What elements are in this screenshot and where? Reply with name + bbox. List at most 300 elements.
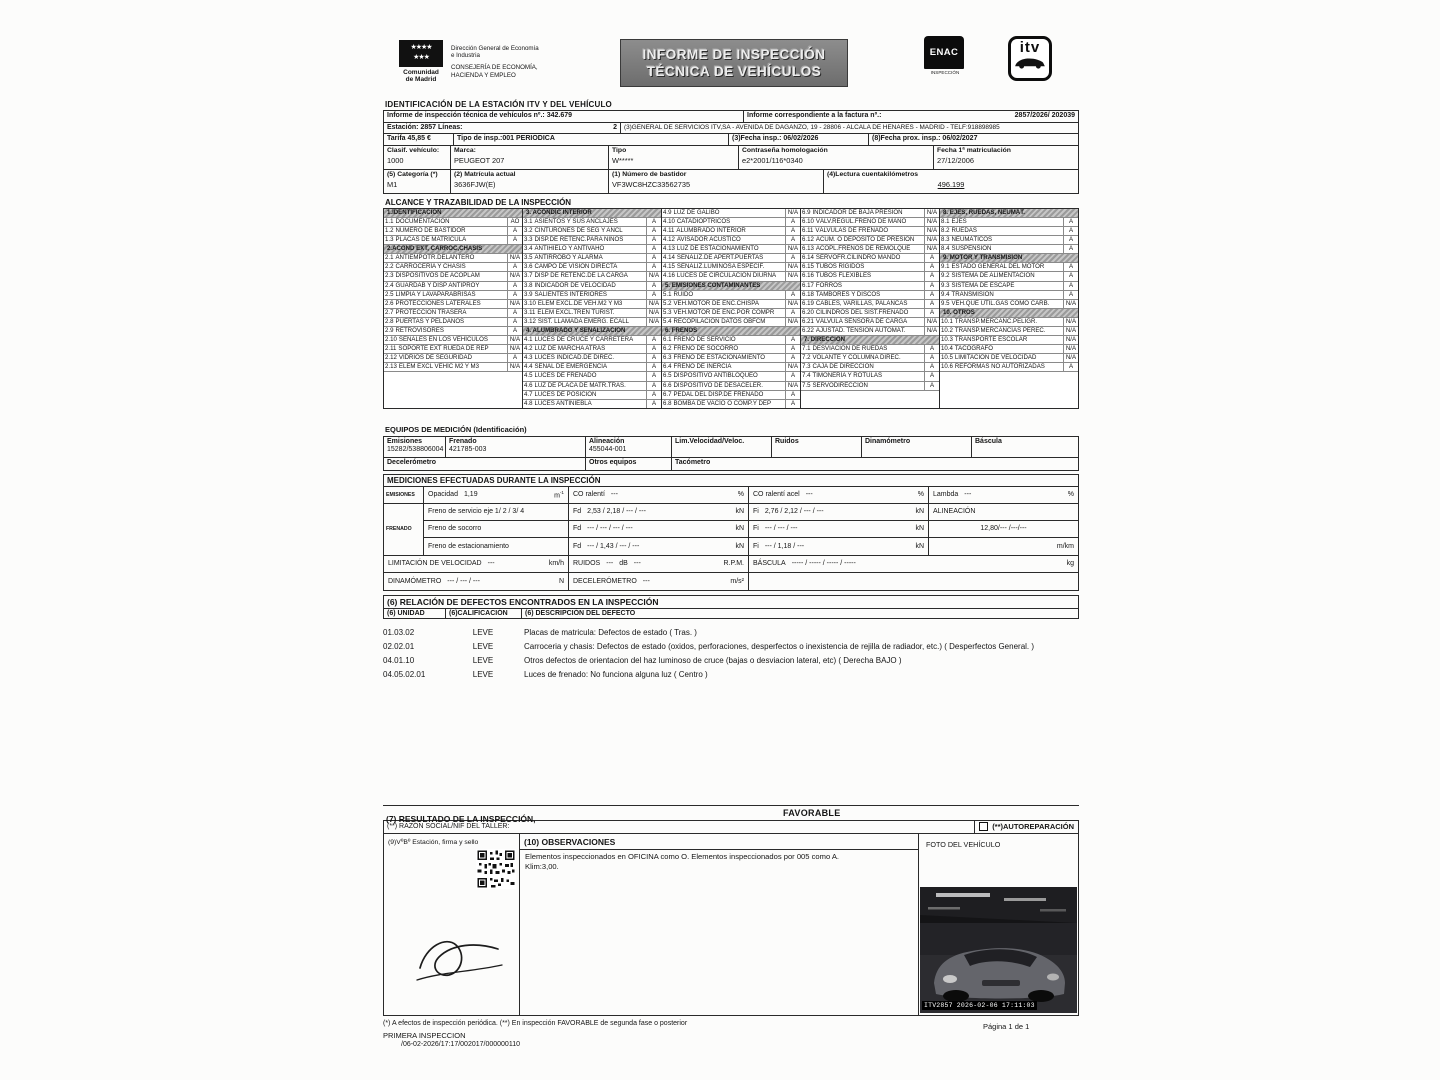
checklist-row: [801, 218, 939, 227]
checklist-item-result: A: [1063, 272, 1078, 280]
checklist-item-result: N/A: [785, 363, 800, 371]
dyno-value: --- / --- / ---: [447, 577, 480, 585]
observations-box: [519, 834, 919, 1015]
checklist-item-label: 9. MOTOR Y TRANSMISIÓN: [943, 254, 1023, 262]
equipment-table: [383, 436, 1079, 471]
checklist-row: [523, 345, 661, 354]
autorepair-checkbox: [979, 822, 988, 831]
defect-code: 01.03.02: [383, 627, 415, 637]
checklist-item-label: 3.1 ASIENTOS Y SUS ANCLAJES: [524, 217, 618, 225]
checklist-row: [523, 227, 661, 236]
checklist-item-label: 10.2 TRANSP.MERCANCÍAS PEREC.: [941, 327, 1046, 334]
checklist-row: [523, 391, 661, 400]
opacity-value: 1,19: [463, 491, 478, 499]
checklist-item-result: A: [1063, 227, 1078, 235]
result-section: [383, 805, 1079, 824]
checklist-item-result: A: [646, 391, 661, 399]
station-label: Estación: 2857 Líneas:: [387, 123, 463, 131]
dyno-cell: DINAMÓMETRO --- / --- / --- N: [384, 573, 569, 590]
equipment-label: Alineación: [589, 437, 625, 445]
checklist-row: [801, 209, 939, 218]
checklist-item-label: 2.12 VIDRIOS DE SEGURIDAD: [385, 354, 473, 362]
defects-section-title: (6) RELACIÓN DE DEFECTOS ENCONTRADOS EN LA INSPECCIÓN: [383, 595, 1079, 609]
checklist-item-result: A: [646, 227, 661, 235]
checklist-row: [384, 209, 522, 218]
checklist-item-result: N/A: [924, 227, 939, 235]
co-accel-cell: CO ralentí acel --- %: [749, 487, 929, 503]
defect-grade: LEVE: [472, 655, 494, 665]
checklist-item-label: 2.1 ANTIEMPOTR.DELANTERO: [385, 254, 475, 262]
checklist-row: [801, 282, 939, 291]
equipment-label: Frenado: [449, 437, 477, 445]
comunidad-madrid-logo: [397, 40, 445, 83]
checklist-item-result: A: [924, 345, 939, 353]
checklist-item-label: 8.3 NEUMÁTICOS: [941, 236, 993, 244]
station-address-cell: (3)GENERAL DE SERVICIOS ITV,SA - AVENIDA DE DAGANZO, 19 - 28806 - ALCALA DE HENARES - MADRID - TELF:918898985: [624, 123, 1000, 131]
checklist-row: [801, 236, 939, 245]
decelerometer-value: ---: [642, 577, 650, 585]
checklist-row: [801, 227, 939, 236]
checklist-row: [940, 354, 1078, 363]
checklist-row: [384, 318, 522, 327]
checklist-row: [662, 300, 800, 309]
checklist-item-result: N/A: [507, 336, 522, 344]
checklist-row: [801, 300, 939, 309]
checklist-row: [801, 345, 939, 354]
checklist-item-result: N/A: [646, 300, 661, 308]
checklist-item-result: A: [1063, 363, 1078, 371]
signoff-label: (9)VºBº Estación, firma y sello: [388, 838, 479, 846]
checklist-row: [801, 245, 939, 254]
identification-table: [383, 110, 1079, 194]
checklist-item-result: A: [785, 372, 800, 380]
madrid-flag-stars-icon: ★★★★ ★★★: [399, 40, 443, 67]
defect-grade: LEVE: [472, 669, 494, 679]
checklist-row: [940, 218, 1078, 227]
checklist-row: [940, 318, 1078, 327]
checklist-row: [662, 236, 800, 245]
emissions-row: [384, 487, 1078, 504]
vehicle-photo-label: FOTO DEL VEHÍCULO: [926, 839, 1001, 849]
vehicle-row-1: [384, 146, 1078, 170]
defect-row: [383, 670, 1079, 680]
checklist-item-result: A: [785, 218, 800, 226]
checklist-item-label: 10.4 TACÓGRAFO: [941, 345, 994, 353]
checklist-row: [523, 372, 661, 381]
equipment-section-title: EQUIPOS DE MEDICIÓN (Identificación): [385, 424, 527, 434]
vehicle-class-cell: Clasif. vehículo: 1000: [384, 146, 451, 169]
result-label: (7) RESULTADO DE LA INSPECCIÓN,: [386, 813, 536, 824]
checklist-row: [940, 309, 1078, 318]
checklist-row: [523, 354, 661, 363]
checklist-item-result: A: [646, 345, 661, 353]
parking-brake-row: [424, 538, 1078, 555]
checklist-item-result: N/A: [785, 209, 800, 217]
checklist-item-result: A: [924, 291, 939, 299]
equipment-cell: [586, 437, 672, 457]
checklist-item-result: N/A: [507, 300, 522, 308]
checklist-row: [940, 209, 1078, 218]
checklist-row: [662, 227, 800, 236]
equipment-cell: [586, 458, 672, 470]
checklist-item-label: 6.12 ACUM. O DEPÓSITO DE PRESIÓN: [802, 236, 915, 244]
checklist-item-label: 8.1 EJES: [941, 217, 967, 225]
checklist-item-label: 2.10 SEÑALES EN LOS VEHÍCULOS: [385, 336, 488, 344]
checklist-item-label: 4.13 LUZ DE ESTACIONAMIENTO: [663, 245, 759, 253]
checklist-item-label: 6.20 CILINDROS DEL SIST.FRENADO: [802, 308, 909, 316]
checklist-item-label: 4.15 SEÑALIZ.LUMINOSA ESPECÍF.: [663, 263, 765, 271]
checklist-row: [801, 254, 939, 263]
checklist-item-result: [1063, 209, 1078, 217]
station-signoff-area: [384, 834, 519, 1015]
homologation-value: e2*2001/116*0340: [742, 156, 803, 166]
checklist-item-label: 2.3 DISPOSITIVOS DE ACOPLAM: [385, 272, 480, 280]
checklist-row: [384, 327, 522, 336]
checklist-item-result: [924, 336, 939, 344]
checklist-row: [384, 245, 522, 254]
itv-logo-text: itv: [1019, 39, 1041, 56]
checklist-row: [662, 318, 800, 327]
checklist-item-label: 5.4 RECOPILACIÓN DATOS OBFCM: [663, 317, 766, 325]
checklist-row: [662, 272, 800, 281]
enac-logo-subtext: INSPECCIÓN: [930, 70, 960, 75]
checklist-item-result: A: [924, 382, 939, 390]
checklist-item-result: A: [924, 363, 939, 371]
type-value: W*****: [612, 156, 634, 166]
madrid-brand-text: Comunidad de Madrid: [403, 69, 439, 83]
checklist-item-label: 3.5 ANTIRROBO Y ALARMA: [524, 254, 603, 262]
report-title-line2: TÉCNICA DE VEHÍCULOS: [646, 64, 822, 79]
checklist-item-result: N/A: [507, 363, 522, 371]
checklist-row: [523, 236, 661, 245]
report-title-banner: [620, 39, 848, 87]
equipment-cell: [772, 437, 862, 457]
signature: [410, 920, 508, 998]
checklist-row: [801, 363, 939, 372]
checklist-item-label: 4.8 LUCES ANTINIEBLA: [524, 399, 592, 407]
service-brake-fi: Fi 2,76 / 2,12 / --- / --- kN: [749, 504, 929, 520]
org-text: [451, 45, 611, 79]
brakes-group-label: FRENADO: [384, 504, 424, 555]
checklist-item-label: 9.5 VEH.QUE UTIL.GAS COMO CARB.: [941, 299, 1050, 307]
checklist-item-result: A: [785, 291, 800, 299]
checklist-item-label: 6.19 CABLES, VARILLAS, PALANCAS: [802, 299, 908, 307]
checklist-item-label: 6.4 FRENO DE INERCIA: [663, 363, 732, 371]
defect-row: [383, 642, 1079, 652]
checklist-item-label: 3.4 ANTIHIELO Y ANTIVAHO: [524, 245, 605, 253]
checklist-item-result: A: [507, 318, 522, 326]
checklist-item-label: 4.2 LUZ DE MARCHA ATRÁS: [524, 345, 606, 353]
report-number-cell: [384, 111, 744, 122]
equipment-cell: [672, 437, 772, 457]
checklist-item-result: A: [646, 336, 661, 344]
checklist-item-result: [1063, 254, 1078, 262]
secondary-brake-label: Freno de socorro: [424, 521, 569, 537]
checklist-item-result: N/A: [924, 218, 939, 226]
checklist-item-label: 2.6 PROTECCIONES LATERALES: [385, 299, 481, 307]
checklist-row: [384, 354, 522, 363]
invoice-number-cell: [744, 111, 1078, 122]
checklist-item-label: 10.6 REFORMAS NO AUTORIZADAS: [941, 363, 1045, 371]
checklist-item-result: A: [1063, 236, 1078, 244]
checklist-item-result: A: [646, 282, 661, 290]
checklist-item-result: A: [1063, 282, 1078, 290]
equipment-label: Dinamómetro: [865, 437, 911, 445]
page-footer: [383, 1020, 1079, 1050]
checklist-item-result: A: [785, 345, 800, 353]
checklist-row: [384, 272, 522, 281]
equipment-cell: [446, 437, 586, 457]
checklist-item-result: N/A: [924, 327, 939, 335]
checklist-row: [523, 327, 661, 336]
checklist-row: [384, 300, 522, 309]
checklist-item-result: A: [507, 309, 522, 317]
report-number-value: 342.679: [546, 112, 573, 119]
checklist-column-4: [801, 209, 940, 408]
checklist-item-result: A: [924, 309, 939, 317]
checklist-row: [384, 236, 522, 245]
divider: [974, 821, 975, 833]
checklist-item-result: N/A: [785, 382, 800, 390]
service-brake-fd: Fd 2,53 / 2,18 / --- / --- kN: [569, 504, 749, 520]
checklist-item-label: 4.9 LUZ DE GALIBO: [663, 208, 720, 216]
alignment-value: 12,80/--- /---/---: [980, 525, 1027, 533]
checklist-item-label: 5.2 VEH.MOTOR DE ENC.CHISPA: [663, 299, 759, 307]
checklist-row: [801, 354, 939, 363]
brand-cell: Marca: PEUGEOT 207: [451, 146, 609, 169]
checklist-row: [523, 363, 661, 372]
equipment-label: Otros equipos: [589, 458, 637, 466]
defects-col-unit: (6) UNIDAD: [384, 609, 446, 618]
checklist-row: [662, 336, 800, 345]
checklist-item-label: 6.16 TUBOS FLEXIBLES: [802, 272, 872, 280]
checklist-item-label: 7.5 SERVODIRECCIÓN: [802, 381, 868, 389]
vehicle-class-value: 1000: [387, 156, 404, 166]
checklist-row: [940, 254, 1078, 263]
checklist-row: [384, 345, 522, 354]
station-cell: [384, 123, 621, 134]
checklist-item-label: 6.10 VÁLV.REGUL.FRENO DE MANO: [802, 217, 907, 225]
vehicle-photo: [920, 887, 1077, 1013]
checklist-row: [523, 245, 661, 254]
checklist-row: [940, 263, 1078, 272]
defect-description: Otros defectos de orientacion del haz luminoso de cruce (bajas o desviacion lateral, etc) ( Derecha BAJO ): [524, 655, 902, 665]
equipment-label: Lim.Velocidad/Veloc.: [675, 437, 745, 445]
footer-code: /06-02-2026/17:17/002017/000000110: [401, 1040, 520, 1048]
noise-db-value: ---: [606, 560, 614, 568]
checklist-item-label: 6.3 FRENO DE ESTACIONAMIENTO: [663, 354, 766, 362]
inspection-date-value: 06/02/2026: [783, 135, 819, 143]
empty-cell: [749, 573, 1078, 590]
checklist-item-result: A: [924, 282, 939, 290]
checklist-item-label: 2.11 SOPORTE EXT RUEDA DE REP: [385, 345, 489, 353]
checklist-item-label: 2.8 PUERTAS Y PELDAÑOS: [385, 317, 465, 325]
checklist-item-label: 6.17 FORROS: [802, 281, 842, 289]
speed-limiter-value: ---: [487, 560, 495, 568]
checklist-item-label: 3.9 SALIENTES INTERIORES: [524, 290, 607, 298]
checklist-item-result: A: [1063, 245, 1078, 253]
checklist-item-label: 1.IDENTIFICACIÓN: [387, 208, 442, 216]
checklist-item-label: 2.7 PROTECCIÓN TRASERA: [385, 308, 467, 316]
defect-description: Luces de frenado: No funciona alguna luz ( Centro ): [524, 669, 708, 679]
defect-code: 04.05.02.01: [383, 669, 426, 679]
station-row: [384, 123, 1078, 135]
checklist-item-label: 1.1 DOCUMENTACIÓN: [385, 217, 450, 225]
checklist-item-result: A: [507, 327, 522, 335]
next-inspection-date-cell: (8)Fecha prox. insp.: 06/02/2027: [872, 135, 978, 143]
checklist-item-result: A: [924, 372, 939, 380]
org-line: HACIENDA Y EMPLEO: [451, 71, 516, 79]
vin-value: VF3WC8HZC33562735: [612, 180, 691, 190]
checklist-item-result: N/A: [924, 245, 939, 253]
checklist-item-label: 6.1 FRENO DE SERVICIO: [663, 336, 736, 344]
checklist-row: [801, 272, 939, 281]
checklist-item-result: A: [924, 300, 939, 308]
result-value: FAVORABLE: [783, 807, 841, 818]
checklist-item-result: A: [924, 254, 939, 262]
checklist-item-result: A: [785, 400, 800, 408]
checklist-row: [523, 272, 661, 281]
checklist-row: [523, 263, 661, 272]
equipment-row-1: [384, 437, 1078, 458]
parking-brake-fi: Fi --- / 1,18 / --- kN: [749, 538, 929, 555]
checklist-item-label: 7. DIRECCIÓN: [804, 336, 845, 344]
checklist-row: [801, 382, 939, 391]
tariff-row: [384, 134, 1078, 146]
checklist-item-label: 2.13 ELEM EXCL VEHÍC M2 Y M3: [385, 363, 480, 371]
checklist-item-result: A: [646, 400, 661, 408]
checklist-item-result: N/A: [646, 318, 661, 326]
checklist-item-label: 6.8 BOMBA DE VACÍO O COMP.Y DEP: [663, 399, 772, 407]
dyno-row: [384, 573, 1078, 590]
checklist-row: [384, 254, 522, 263]
checklist-item-label: 6.14 SERVOFR.CILINDRO MANDO: [802, 254, 901, 262]
checklist-row: [662, 382, 800, 391]
checklist-item-result: A: [924, 263, 939, 271]
plate-cell: (2) Matrícula actual 3636FJW(E): [451, 170, 609, 193]
defects-list: [383, 619, 1079, 805]
checklist-item-result: A: [785, 309, 800, 317]
checklist-item-label: 10.5 LIMITACIÓN DE VELOCIDAD: [941, 354, 1037, 362]
checklist-item-label: 4.1 LUCES DE CRUCE Y CARRETERA: [524, 336, 634, 344]
checklist-item-label: 7.1 DESVIACIÓN DE RUEDAS: [802, 345, 888, 353]
enac-logo-text: ENAC: [924, 36, 964, 69]
brand-value: PEUGEOT 207: [454, 156, 505, 166]
checklist-item-label: 4.10 CATADIÓPTRICOS: [663, 217, 731, 225]
checklist-item-result: A: [924, 354, 939, 362]
checklist-item-result: A: [1063, 263, 1078, 271]
checklist-item-result: [785, 327, 800, 335]
checklist-item-label: 3.11 ELEM EXCL.TREN TURIST.: [524, 308, 615, 316]
checklist-item-result: N/A: [646, 272, 661, 280]
checklist-item-label: 2.ACOND EXT, CARROC,CHASIS: [387, 245, 483, 253]
first-inspection-note: PRIMERA INSPECCION: [383, 1031, 466, 1041]
checklist-item-result: A: [507, 227, 522, 235]
checklist-item-result: A: [785, 227, 800, 235]
equipment-cell: [384, 437, 446, 457]
checklist-row: [523, 309, 661, 318]
checklist-item-label: 6.13 ACOPL.FRENOS DE REMOLQUE: [802, 245, 911, 253]
checklist-item-result: [507, 245, 522, 253]
checklist-item-label: 6.21 VÁLVULA SENSORA DE CARGA: [802, 317, 908, 325]
document-header: [383, 36, 1079, 98]
checklist-row: [384, 291, 522, 300]
checklist-item-label: 1.2 NUMERO DE BASTIDOR: [385, 226, 466, 234]
checklist-item-result: A: [507, 282, 522, 290]
checklist-item-result: A: [646, 245, 661, 253]
checklist-row: [523, 300, 661, 309]
checklist-row: [523, 291, 661, 300]
checklist-item-result: A: [924, 272, 939, 280]
checklist-item-label: 8.2 RUEDAS: [941, 226, 977, 234]
checklist-item-label: 3.3 DISP.DE RETENC.PARA NIÑOS: [524, 236, 624, 244]
checklist-item-label: 4.12 AVISADOR ACÚSTICO: [663, 236, 741, 244]
page-number: Página 1 de 1: [983, 1021, 1030, 1031]
checklist-item-label: 4.5 LUCES DE FRENADO: [524, 372, 597, 380]
checklist-item-label: 5. EMISIONES CONTAMINANTES: [665, 281, 761, 289]
defect-row: [383, 628, 1079, 638]
equipment-row-2: [384, 458, 1078, 470]
observations-title: (10) OBSERVACIONES: [524, 836, 616, 847]
equipment-cell: [862, 437, 972, 457]
workshop-label: (**) RAZÓN SOCIAL/NIF DEL TALLER:: [387, 823, 510, 831]
vehicle-photo-area: [920, 834, 1078, 1015]
checklist-item-label: 6.7 PEDAL DEL DISP.DE FRENADO: [663, 390, 764, 398]
checklist-item-result: A: [1063, 291, 1078, 299]
checklist-item-result: [1063, 309, 1078, 317]
equipment-label: Ruidos: [775, 437, 799, 445]
checklist-item-label: 6.9 INDICADOR DE BAJA PRESIÓN: [802, 208, 903, 216]
checklist-row: [523, 400, 661, 408]
checklist-row: [801, 372, 939, 381]
checklist-row: [940, 336, 1078, 345]
defect-grade: LEVE: [472, 641, 494, 651]
checklist-row: [662, 391, 800, 400]
checklist-item-label: 6.18 TAMBORES Y DISCOS: [802, 290, 881, 298]
equipment-serial: 421785-003: [449, 446, 487, 454]
checklist-item-result: N/A: [1063, 327, 1078, 335]
first-registration-value: 27/12/2006: [937, 156, 974, 166]
checklist-item-label: 6.22 AJUSTAD. TENSIÓN AUTOMÁT.: [802, 327, 906, 334]
checklist-row: [801, 327, 939, 336]
checklist-row: [940, 363, 1078, 372]
checklist-column-2: [523, 209, 662, 408]
checklist-row: [384, 282, 522, 291]
checklist-item-label: 3.7 DISP DE RETENC.DE LA CARGA: [524, 272, 628, 280]
checklist-item-result: A: [785, 236, 800, 244]
checklist-item-label: 6.6 DISPOSITIVO DE DESACELER.: [663, 381, 763, 389]
equipment-cell: [972, 437, 1078, 457]
parking-brake-fd: Fd --- / 1,43 / --- / --- kN: [569, 538, 749, 555]
checklist-row: [801, 309, 939, 318]
checklist-item-label: 2.5 LIMPIA Y LAVAPARABRISAS: [385, 290, 476, 298]
equipment-label: Tacómetro: [675, 458, 711, 466]
checklist-column-5: [940, 209, 1078, 408]
checklist-item-label: 5.3 VEH.MOTOR DE ENC.POR COMPR: [663, 308, 775, 316]
tariff-cell: Tarifa 45,85 €: [384, 134, 454, 145]
service-brake-row: [424, 504, 1078, 521]
equipment-label: Decelerómetro: [387, 458, 437, 466]
plate-value: 3636FJW(E): [454, 180, 496, 190]
checklist-item-result: A: [646, 254, 661, 262]
checklist-row: [384, 263, 522, 272]
checklist-item-label: 10. OTROS: [943, 308, 975, 316]
checklist-item-result: A: [646, 363, 661, 371]
org-line: Dirección General de Economía: [451, 45, 539, 52]
checklist-item-result: N/A: [1063, 318, 1078, 326]
checklist-item-result: N/A: [785, 245, 800, 253]
checklist-item-label: 10.3 TRANSPORTE ESCOLAR: [941, 336, 1028, 344]
